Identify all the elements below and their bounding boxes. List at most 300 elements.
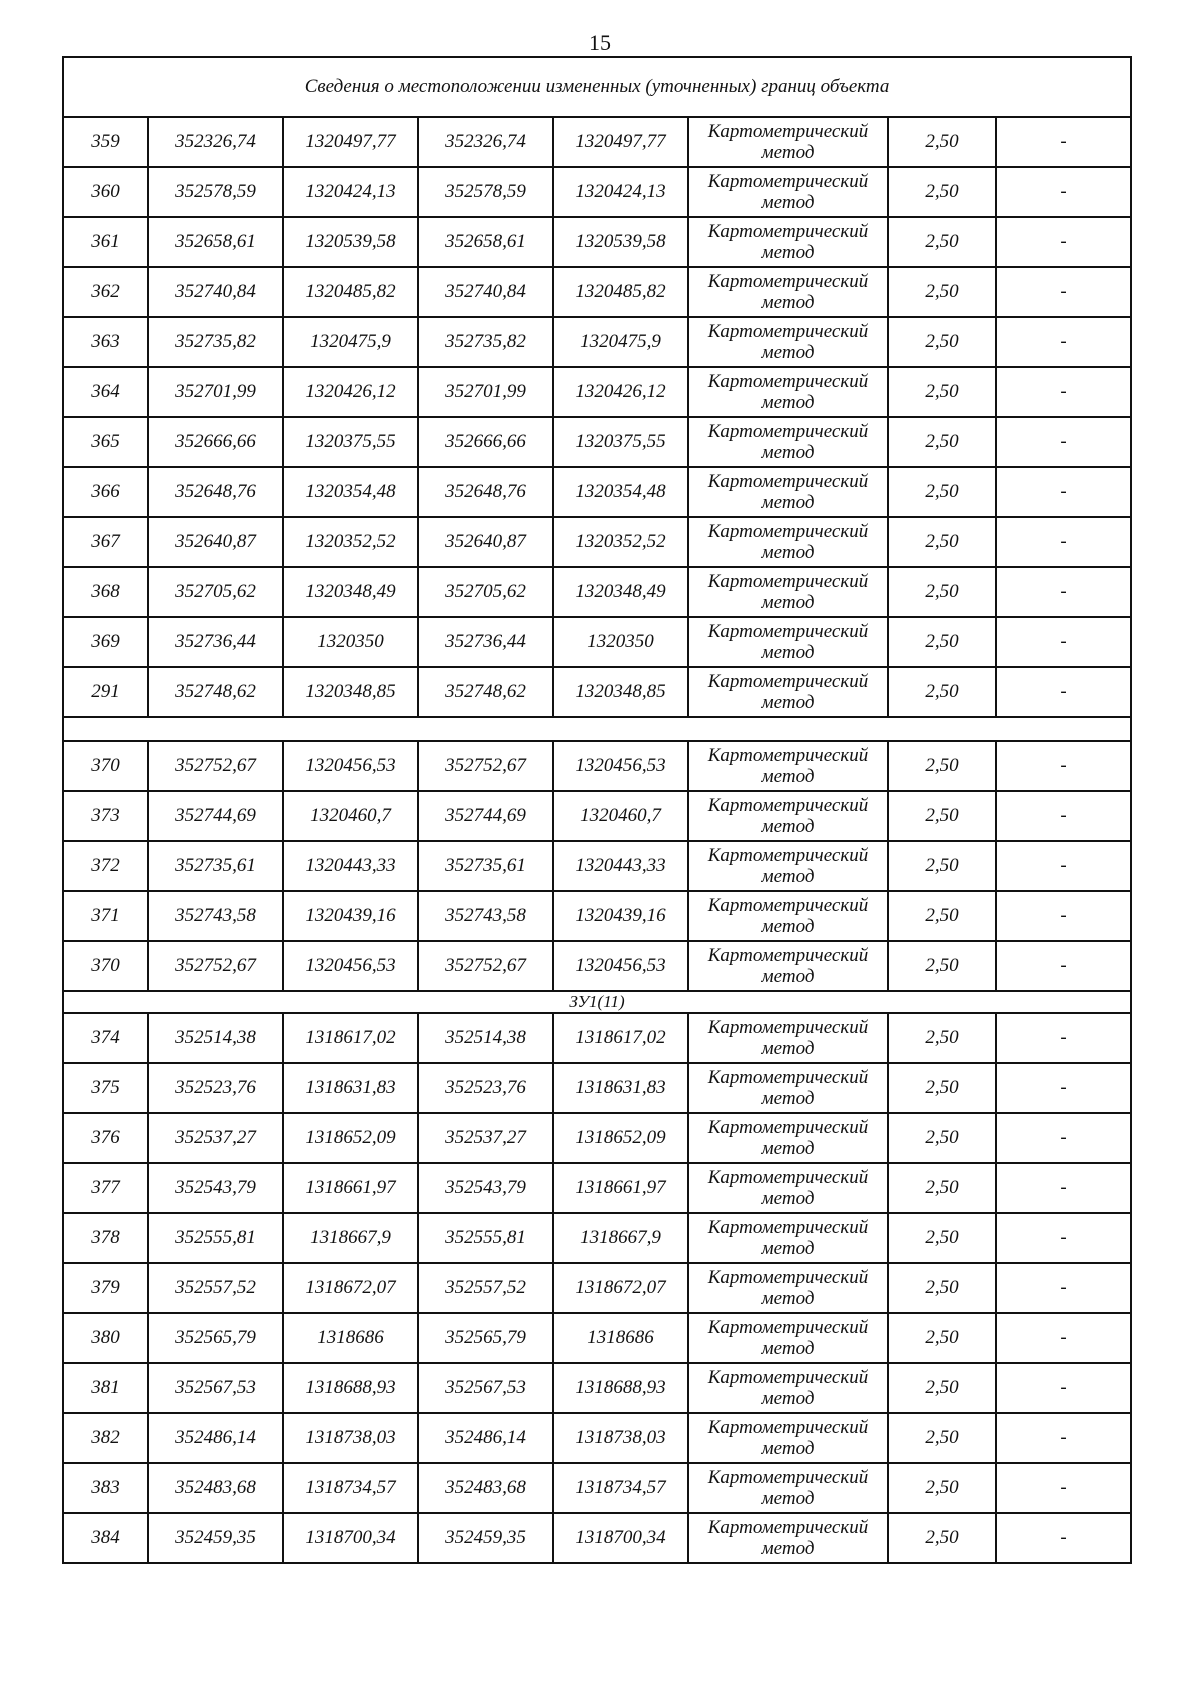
- error-cell: 2,50: [888, 367, 996, 417]
- x-existing-cell: 352555,81: [148, 1213, 283, 1263]
- y-refined-cell: 1320348,85: [553, 667, 688, 717]
- y-refined-cell: 1320424,13: [553, 167, 688, 217]
- method-cell: [688, 1463, 888, 1513]
- point-number-cell: 367: [63, 517, 148, 567]
- y-existing-cell: 1320439,16: [283, 891, 418, 941]
- point-number-cell: 379: [63, 1263, 148, 1313]
- x-refined-cell: 352565,79: [418, 1313, 553, 1363]
- point-number-cell: 383: [63, 1463, 148, 1513]
- point-number-cell: 378: [63, 1213, 148, 1263]
- description-cell: -: [996, 217, 1131, 267]
- x-existing-cell: 352514,38: [148, 1013, 283, 1063]
- y-refined-cell: 1320485,82: [553, 267, 688, 317]
- x-existing-cell: 352543,79: [148, 1163, 283, 1213]
- method-line-2: метод: [761, 1188, 815, 1209]
- method-line-2: метод: [761, 1088, 815, 1109]
- method-line-1: Картометрический: [707, 1167, 869, 1188]
- error-cell: 2,50: [888, 1463, 996, 1513]
- error-cell: 2,50: [888, 517, 996, 567]
- error-cell: 2,50: [888, 617, 996, 667]
- x-existing-cell: 352640,87: [148, 517, 283, 567]
- y-refined-cell: 1320439,16: [553, 891, 688, 941]
- error-cell: 2,50: [888, 1413, 996, 1463]
- x-refined-cell: 352567,53: [418, 1363, 553, 1413]
- method-line-1: Картометрический: [707, 945, 869, 966]
- error-cell: 2,50: [888, 941, 996, 991]
- x-refined-cell: 352537,27: [418, 1113, 553, 1163]
- table-row: [63, 217, 1131, 267]
- table-row: [63, 517, 1131, 567]
- table-row: [63, 791, 1131, 841]
- y-refined-cell: 1320426,12: [553, 367, 688, 417]
- error-cell: 2,50: [888, 891, 996, 941]
- y-refined-cell: 1320350: [553, 617, 688, 667]
- x-refined-cell: 352578,59: [418, 167, 553, 217]
- method-line-2: метод: [761, 1438, 815, 1459]
- x-refined-cell: 352557,52: [418, 1263, 553, 1313]
- x-existing-cell: 352578,59: [148, 167, 283, 217]
- method-cell: [688, 417, 888, 467]
- point-number-cell: 370: [63, 741, 148, 791]
- description-cell: -: [996, 117, 1131, 167]
- x-refined-cell: 352705,62: [418, 567, 553, 617]
- y-existing-cell: 1318686: [283, 1313, 418, 1363]
- method-line-2: метод: [761, 292, 815, 313]
- x-existing-cell: 352701,99: [148, 367, 283, 417]
- point-number-cell: 380: [63, 1313, 148, 1363]
- y-refined-cell: 1320456,53: [553, 741, 688, 791]
- method-line-1: Картометрический: [707, 1517, 869, 1538]
- y-existing-cell: 1318631,83: [283, 1063, 418, 1113]
- method-cell: [688, 267, 888, 317]
- table-row: [63, 1313, 1131, 1363]
- method-line-1: Картометрический: [707, 1417, 869, 1438]
- method-cell: [688, 217, 888, 267]
- x-existing-cell: 352736,44: [148, 617, 283, 667]
- method-cell: [688, 791, 888, 841]
- description-cell: -: [996, 941, 1131, 991]
- table-title-row: [63, 57, 1131, 117]
- point-number-cell: 371: [63, 891, 148, 941]
- y-refined-cell: 1320539,58: [553, 217, 688, 267]
- method-line-1: Картометрический: [707, 421, 869, 442]
- method-line-2: метод: [761, 966, 815, 987]
- method-cell: [688, 1513, 888, 1563]
- y-existing-cell: 1320539,58: [283, 217, 418, 267]
- x-refined-cell: 352523,76: [418, 1063, 553, 1113]
- y-existing-cell: 1320475,9: [283, 317, 418, 367]
- method-line-1: Картометрический: [707, 171, 869, 192]
- point-number-cell: 360: [63, 167, 148, 217]
- method-line-2: метод: [761, 192, 815, 213]
- description-cell: -: [996, 841, 1131, 891]
- table-row: [63, 1213, 1131, 1263]
- x-existing-cell: 352557,52: [148, 1263, 283, 1313]
- y-existing-cell: 1320443,33: [283, 841, 418, 891]
- method-line-1: Картометрический: [707, 671, 869, 692]
- x-existing-cell: 352752,67: [148, 941, 283, 991]
- method-line-2: метод: [761, 866, 815, 887]
- x-refined-cell: 352752,67: [418, 941, 553, 991]
- y-existing-cell: 1318688,93: [283, 1363, 418, 1413]
- description-cell: -: [996, 617, 1131, 667]
- description-cell: -: [996, 267, 1131, 317]
- method-cell: [688, 1163, 888, 1213]
- y-existing-cell: 1320354,48: [283, 467, 418, 517]
- y-existing-cell: 1318667,9: [283, 1213, 418, 1263]
- table-row: [63, 617, 1131, 667]
- x-existing-cell: 352744,69: [148, 791, 283, 841]
- error-cell: 2,50: [888, 1113, 996, 1163]
- y-refined-cell: 1320348,49: [553, 567, 688, 617]
- y-existing-cell: 1318652,09: [283, 1113, 418, 1163]
- error-cell: 2,50: [888, 841, 996, 891]
- description-cell: -: [996, 667, 1131, 717]
- method-line-2: метод: [761, 592, 815, 613]
- method-cell: [688, 517, 888, 567]
- point-number-cell: 291: [63, 667, 148, 717]
- description-cell: -: [996, 1013, 1131, 1063]
- table-title: Сведения о местоположении измененных (уточненных) границ объекта: [63, 57, 1131, 117]
- error-cell: 2,50: [888, 317, 996, 367]
- method-cell: [688, 1113, 888, 1163]
- x-existing-cell: 352523,76: [148, 1063, 283, 1113]
- method-line-1: Картометрический: [707, 1067, 869, 1088]
- x-refined-cell: 352666,66: [418, 417, 553, 467]
- y-existing-cell: 1320485,82: [283, 267, 418, 317]
- method-line-1: Картометрический: [707, 521, 869, 542]
- method-line-2: метод: [761, 816, 815, 837]
- method-line-2: метод: [761, 442, 815, 463]
- method-cell: [688, 117, 888, 167]
- x-refined-cell: 352752,67: [418, 741, 553, 791]
- error-cell: 2,50: [888, 1063, 996, 1113]
- method-line-1: Картометрический: [707, 1317, 869, 1338]
- error-cell: 2,50: [888, 1363, 996, 1413]
- error-cell: 2,50: [888, 1263, 996, 1313]
- description-cell: -: [996, 467, 1131, 517]
- table-row: [63, 1113, 1131, 1163]
- y-existing-cell: 1320456,53: [283, 741, 418, 791]
- method-line-2: метод: [761, 1338, 815, 1359]
- point-number-cell: 369: [63, 617, 148, 667]
- table-row: [63, 1013, 1131, 1063]
- x-refined-cell: 352514,38: [418, 1013, 553, 1063]
- x-refined-cell: 352658,61: [418, 217, 553, 267]
- method-line-1: Картометрический: [707, 1117, 869, 1138]
- x-refined-cell: 352740,84: [418, 267, 553, 317]
- error-cell: 2,50: [888, 1513, 996, 1563]
- boundary-coordinates-table: [62, 56, 1132, 1564]
- table-row: [63, 1513, 1131, 1563]
- y-existing-cell: 1320350: [283, 617, 418, 667]
- table-row: [63, 317, 1131, 367]
- x-refined-cell: 352735,82: [418, 317, 553, 367]
- description-cell: -: [996, 1113, 1131, 1163]
- point-number-cell: 362: [63, 267, 148, 317]
- y-refined-cell: 1318672,07: [553, 1263, 688, 1313]
- method-cell: [688, 167, 888, 217]
- point-number-cell: 366: [63, 467, 148, 517]
- x-refined-cell: 352543,79: [418, 1163, 553, 1213]
- x-existing-cell: 352567,53: [148, 1363, 283, 1413]
- table-row: [63, 1063, 1131, 1113]
- method-line-2: метод: [761, 1388, 815, 1409]
- point-number-cell: 382: [63, 1413, 148, 1463]
- method-cell: [688, 1213, 888, 1263]
- x-existing-cell: 352486,14: [148, 1413, 283, 1463]
- method-line-1: Картометрический: [707, 371, 869, 392]
- y-refined-cell: 1318617,02: [553, 1013, 688, 1063]
- method-line-2: метод: [761, 1288, 815, 1309]
- y-refined-cell: 1320475,9: [553, 317, 688, 367]
- point-number-cell: 359: [63, 117, 148, 167]
- method-cell: [688, 367, 888, 417]
- description-cell: -: [996, 1363, 1131, 1413]
- x-existing-cell: 352648,76: [148, 467, 283, 517]
- method-line-1: Картометрический: [707, 1017, 869, 1038]
- section-row: [63, 991, 1131, 1013]
- method-line-2: метод: [761, 242, 815, 263]
- description-cell: -: [996, 1413, 1131, 1463]
- x-refined-cell: 352735,61: [418, 841, 553, 891]
- point-number-cell: 365: [63, 417, 148, 467]
- x-refined-cell: 352459,35: [418, 1513, 553, 1563]
- x-refined-cell: 352326,74: [418, 117, 553, 167]
- method-line-2: метод: [761, 142, 815, 163]
- y-refined-cell: 1320497,77: [553, 117, 688, 167]
- table-row: [63, 891, 1131, 941]
- method-line-2: метод: [761, 692, 815, 713]
- x-existing-cell: 352658,61: [148, 217, 283, 267]
- x-existing-cell: 352565,79: [148, 1313, 283, 1363]
- x-existing-cell: 352483,68: [148, 1463, 283, 1513]
- x-existing-cell: 352740,84: [148, 267, 283, 317]
- y-refined-cell: 1320443,33: [553, 841, 688, 891]
- method-line-1: Картометрический: [707, 471, 869, 492]
- method-cell: [688, 467, 888, 517]
- method-line-2: метод: [761, 492, 815, 513]
- x-refined-cell: 352648,76: [418, 467, 553, 517]
- error-cell: 2,50: [888, 1163, 996, 1213]
- table-row: [63, 1463, 1131, 1513]
- x-refined-cell: 352748,62: [418, 667, 553, 717]
- point-number-cell: 364: [63, 367, 148, 417]
- method-line-2: метод: [761, 1488, 815, 1509]
- method-line-1: Картометрический: [707, 1367, 869, 1388]
- y-existing-cell: 1318734,57: [283, 1463, 418, 1513]
- x-existing-cell: 352752,67: [148, 741, 283, 791]
- y-existing-cell: 1320460,7: [283, 791, 418, 841]
- y-existing-cell: 1320348,49: [283, 567, 418, 617]
- y-refined-cell: 1320375,55: [553, 417, 688, 467]
- point-number-cell: 361: [63, 217, 148, 267]
- method-line-1: Картометрический: [707, 121, 869, 142]
- y-refined-cell: 1318700,34: [553, 1513, 688, 1563]
- method-line-2: метод: [761, 542, 815, 563]
- error-cell: 2,50: [888, 417, 996, 467]
- method-cell: [688, 741, 888, 791]
- x-existing-cell: 352326,74: [148, 117, 283, 167]
- point-number-cell: 363: [63, 317, 148, 367]
- x-existing-cell: 352459,35: [148, 1513, 283, 1563]
- description-cell: -: [996, 367, 1131, 417]
- y-existing-cell: 1320456,53: [283, 941, 418, 991]
- point-number-cell: 381: [63, 1363, 148, 1413]
- method-line-2: метод: [761, 1238, 815, 1259]
- table-row: [63, 417, 1131, 467]
- method-cell: [688, 1413, 888, 1463]
- method-line-2: метод: [761, 642, 815, 663]
- method-cell: [688, 1263, 888, 1313]
- method-line-1: Картометрический: [707, 895, 869, 916]
- x-refined-cell: 352640,87: [418, 517, 553, 567]
- x-existing-cell: 352666,66: [148, 417, 283, 467]
- x-existing-cell: 352705,62: [148, 567, 283, 617]
- method-cell: [688, 841, 888, 891]
- x-refined-cell: 352701,99: [418, 367, 553, 417]
- point-number-cell: 376: [63, 1113, 148, 1163]
- error-cell: 2,50: [888, 217, 996, 267]
- table-row: [63, 1263, 1131, 1313]
- method-cell: [688, 1313, 888, 1363]
- point-number-cell: 384: [63, 1513, 148, 1563]
- y-refined-cell: 1318688,93: [553, 1363, 688, 1413]
- method-cell: [688, 567, 888, 617]
- description-cell: -: [996, 741, 1131, 791]
- table-row: [63, 667, 1131, 717]
- point-number-cell: 372: [63, 841, 148, 891]
- error-cell: 2,50: [888, 1213, 996, 1263]
- point-number-cell: 375: [63, 1063, 148, 1113]
- description-cell: -: [996, 1263, 1131, 1313]
- x-existing-cell: 352748,62: [148, 667, 283, 717]
- table-row: [63, 841, 1131, 891]
- y-existing-cell: 1320352,52: [283, 517, 418, 567]
- description-cell: -: [996, 1463, 1131, 1513]
- method-line-1: Картометрический: [707, 745, 869, 766]
- description-cell: -: [996, 891, 1131, 941]
- y-refined-cell: 1318686: [553, 1313, 688, 1363]
- y-existing-cell: 1318661,97: [283, 1163, 418, 1213]
- description-cell: -: [996, 1513, 1131, 1563]
- error-cell: 2,50: [888, 117, 996, 167]
- y-refined-cell: 1320352,52: [553, 517, 688, 567]
- point-number-cell: 368: [63, 567, 148, 617]
- x-existing-cell: 352743,58: [148, 891, 283, 941]
- separator-row: [63, 717, 1131, 741]
- description-cell: -: [996, 1213, 1131, 1263]
- method-cell: [688, 941, 888, 991]
- x-refined-cell: 352555,81: [418, 1213, 553, 1263]
- y-refined-cell: 1318667,9: [553, 1213, 688, 1263]
- y-refined-cell: 1320460,7: [553, 791, 688, 841]
- y-existing-cell: 1318672,07: [283, 1263, 418, 1313]
- y-existing-cell: 1320375,55: [283, 417, 418, 467]
- method-line-1: Картометрический: [707, 271, 869, 292]
- error-cell: 2,50: [888, 741, 996, 791]
- description-cell: -: [996, 567, 1131, 617]
- method-line-2: метод: [761, 1038, 815, 1059]
- table-row: [63, 1163, 1131, 1213]
- error-cell: 2,50: [888, 1013, 996, 1063]
- table-row: [63, 567, 1131, 617]
- method-cell: [688, 891, 888, 941]
- method-cell: [688, 667, 888, 717]
- error-cell: 2,50: [888, 667, 996, 717]
- description-cell: -: [996, 167, 1131, 217]
- y-refined-cell: 1318734,57: [553, 1463, 688, 1513]
- method-cell: [688, 1063, 888, 1113]
- y-refined-cell: 1318738,03: [553, 1413, 688, 1463]
- error-cell: 2,50: [888, 467, 996, 517]
- x-refined-cell: 352736,44: [418, 617, 553, 667]
- method-line-2: метод: [761, 1138, 815, 1159]
- error-cell: 2,50: [888, 167, 996, 217]
- method-line-2: метод: [761, 1538, 815, 1559]
- method-line-1: Картометрический: [707, 845, 869, 866]
- x-existing-cell: 352735,82: [148, 317, 283, 367]
- y-refined-cell: 1320456,53: [553, 941, 688, 991]
- description-cell: -: [996, 791, 1131, 841]
- x-refined-cell: 352743,58: [418, 891, 553, 941]
- error-cell: 2,50: [888, 1313, 996, 1363]
- error-cell: 2,50: [888, 267, 996, 317]
- y-existing-cell: 1320348,85: [283, 667, 418, 717]
- table-row: [63, 267, 1131, 317]
- method-line-1: Картометрический: [707, 321, 869, 342]
- table-row: [63, 167, 1131, 217]
- table-row: [63, 1363, 1131, 1413]
- y-existing-cell: 1320497,77: [283, 117, 418, 167]
- method-line-2: метод: [761, 916, 815, 937]
- table-row: [63, 467, 1131, 517]
- point-number-cell: 370: [63, 941, 148, 991]
- description-cell: -: [996, 517, 1131, 567]
- y-existing-cell: 1318738,03: [283, 1413, 418, 1463]
- method-cell: [688, 617, 888, 667]
- method-line-1: Картометрический: [707, 571, 869, 592]
- method-line-1: Картометрический: [707, 221, 869, 242]
- method-line-2: метод: [761, 766, 815, 787]
- y-existing-cell: 1320424,13: [283, 167, 418, 217]
- description-cell: -: [996, 1313, 1131, 1363]
- description-cell: -: [996, 317, 1131, 367]
- method-line-1: Картометрический: [707, 1217, 869, 1238]
- table-row: [63, 1413, 1131, 1463]
- page-number: 15: [589, 30, 611, 55]
- method-line-1: Картометрический: [707, 795, 869, 816]
- x-refined-cell: 352744,69: [418, 791, 553, 841]
- y-refined-cell: 1318652,09: [553, 1113, 688, 1163]
- method-line-1: Картометрический: [707, 1467, 869, 1488]
- x-refined-cell: 352486,14: [418, 1413, 553, 1463]
- section-label: [63, 717, 1131, 741]
- x-existing-cell: 352735,61: [148, 841, 283, 891]
- table-row: [63, 367, 1131, 417]
- y-refined-cell: 1320354,48: [553, 467, 688, 517]
- description-cell: -: [996, 1063, 1131, 1113]
- y-refined-cell: 1318631,83: [553, 1063, 688, 1113]
- method-line-1: Картометрический: [707, 1267, 869, 1288]
- x-refined-cell: 352483,68: [418, 1463, 553, 1513]
- section-label: ЗУ1(11): [63, 991, 1131, 1013]
- table-row: [63, 741, 1131, 791]
- y-existing-cell: 1318617,02: [283, 1013, 418, 1063]
- method-line-2: метод: [761, 392, 815, 413]
- method-line-1: Картометрический: [707, 621, 869, 642]
- table-row: [63, 117, 1131, 167]
